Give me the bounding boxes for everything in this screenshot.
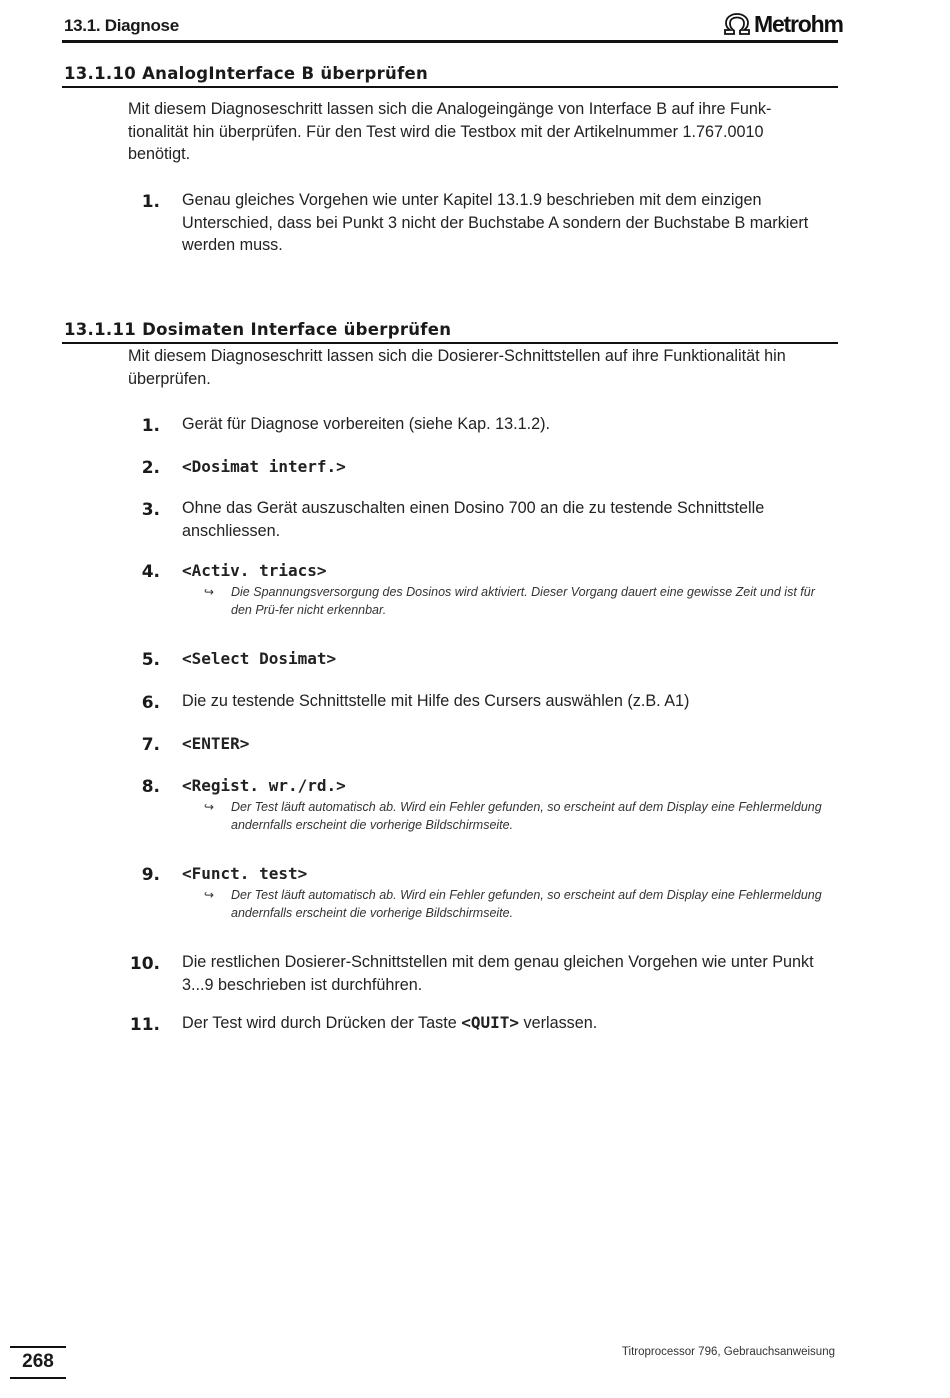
step-number: 7. [141,735,160,755]
arrow-result-icon: ↪ [204,585,215,599]
step-text [182,1012,832,1035]
step-command: <Funct. test> [182,864,308,883]
step-text-after: verlassen. [519,1014,598,1032]
running-header-title: 13.1. Diagnose [64,16,179,35]
step-number: 5. [141,650,160,670]
section-title: 13.1.10 AnalogInterface B überprüfen [64,64,429,83]
step-note [204,583,834,619]
brand-name: Metrohm [754,10,843,37]
step-number: 1. [141,416,160,436]
step-number: 8. [141,777,160,797]
step-number: 3. [141,500,160,520]
metrohm-logo-icon [722,13,752,35]
header-rule [62,40,838,43]
step-text: Gerät für Diagnose vorbereiten (siehe Kap. 13.1.2). [182,415,551,433]
arrow-result-icon: ↪ [204,888,215,902]
footer-rule [10,1346,66,1348]
step-command: <Select Dosimat> [182,649,337,668]
step-number: 6. [141,693,160,713]
step-text: Die restlichen Dosierer-Schnittstellen mit dem genau gleichen Vorgehen wie unter Punkt 3...9 beschrieben ist durchführen. [182,953,814,994]
step-command: <ENTER> [182,734,250,753]
section-title: 13.1.11 Dosimaten Interface überprüfen [64,320,452,339]
step-text: Ohne das Gerät auszuschalten einen Dosino 700 an die zu testende Schnittstelle anschliessen. [182,499,765,540]
section-rule [62,342,838,344]
page-number: 268 [22,1351,54,1372]
section-intro: Mit diesem Diagnoseschritt lassen sich die Dosierer-Schnittstellen auf ihre Funktionalität hin überprüfen. [128,347,786,388]
step-number: 1. [141,192,160,212]
step-text: Genau gleiches Vorgehen wie unter Kapitel 13.1.9 beschrieben mit dem einzigen Unterschied, dass bei Punkt 3 nicht der Buchstabe A sondern der Buchstabe B markiert werden muss. [182,191,809,254]
step-number: 11. [129,1015,160,1035]
step-command: <Dosimat interf.> [182,457,346,476]
section-intro: Mit diesem Diagnoseschritt lassen sich die Analogeingänge von Interface B auf ihre Funk-tionalität hin überprüfen. Für den Test wird die Testbox mit der Artikelnummer 1.767.0010 benötigt. [128,100,772,163]
step-note-text: Der Test läuft automatisch ab. Wird ein Fehler gefunden, so erscheint auf dem Display eine Fehlermeldung andernfalls erscheint die vorherige Bildschirmseite. [231,888,822,920]
footer-rule [10,1377,66,1379]
step-text-before: Der Test wird durch Drücken der Taste [182,1014,462,1032]
footer-document-title: Titroprocessor 796, Gebrauchsanweisung [621,1346,835,1358]
section-rule [62,86,838,88]
step-note [204,886,834,922]
step-command: <Activ. triacs> [182,561,327,580]
step-text: Die zu testende Schnittstelle mit Hilfe des Cursers auswählen (z.B. A1) [182,692,690,710]
step-number: 2. [141,458,160,478]
step-number: 10. [129,954,160,974]
step-note-text: Der Test läuft automatisch ab. Wird ein Fehler gefunden, so erscheint auf dem Display eine Fehlermeldung andernfalls erscheint die vorherige Bildschirmseite. [231,800,822,832]
step-command: <QUIT> [461,1013,519,1032]
step-number: 4. [141,562,160,582]
arrow-result-icon: ↪ [204,800,215,814]
step-note [204,798,834,834]
step-note-text: Die Spannungsversorgung des Dosinos wird aktiviert. Dieser Vorgang dauert eine gewisse Zeit und ist für den Prü-fer nicht erkennbar. [231,585,815,617]
step-command: <Regist. wr./rd.> [182,776,346,795]
step-number: 9. [141,865,160,885]
brand-logo [722,10,843,38]
